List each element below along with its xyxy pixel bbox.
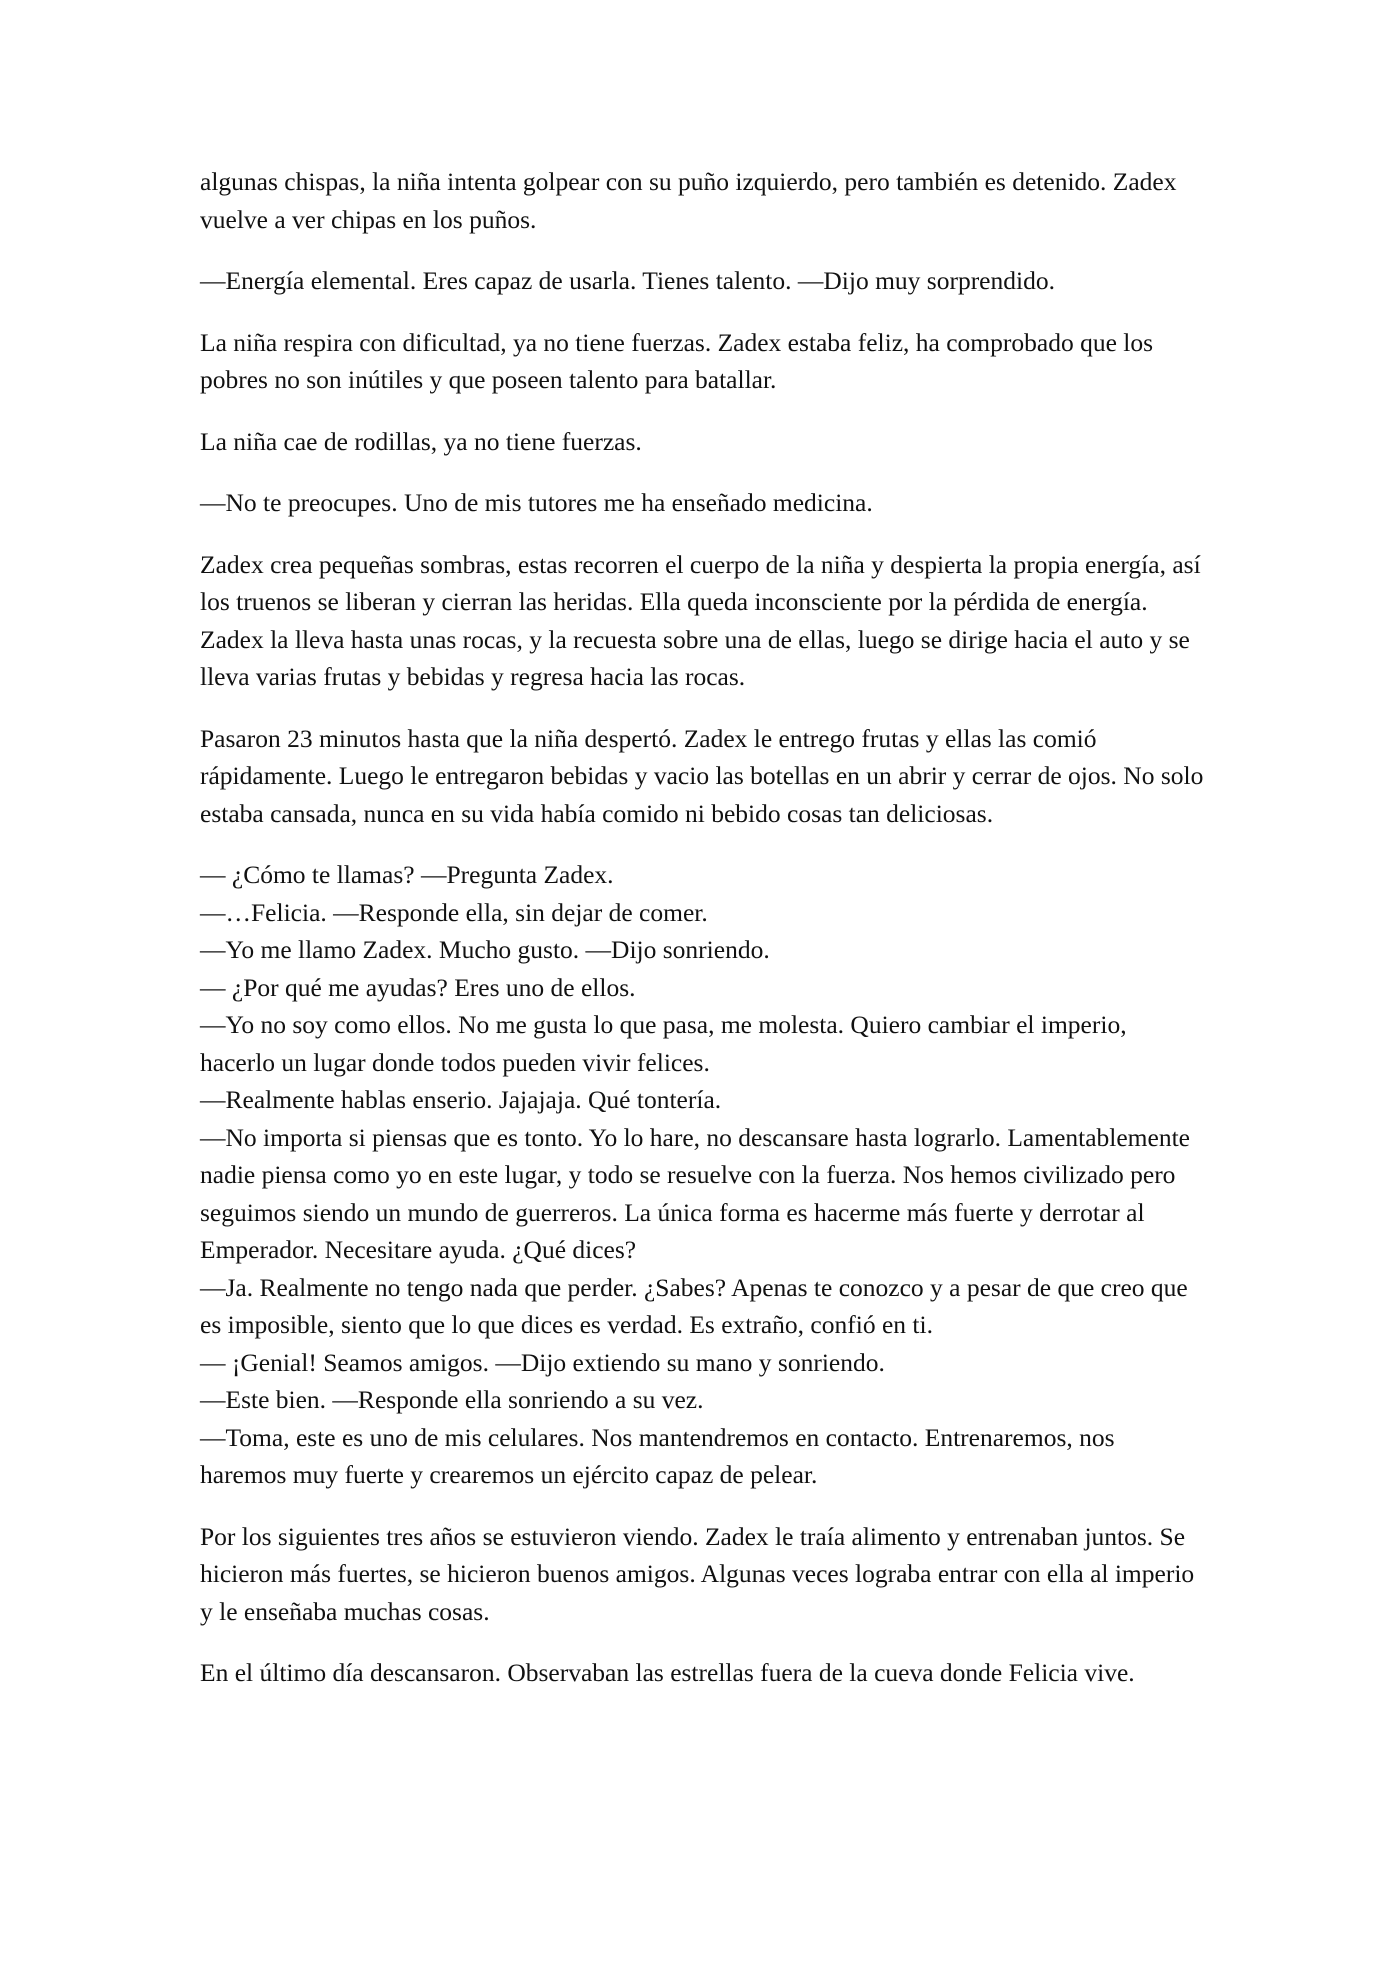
dialogue-line: — ¿Cómo te llamas? —Pregunta Zadex. <box>200 860 614 889</box>
dialogue-line: —Ja. Realmente no tengo nada que perder. ¿Sabes? Apenas te conozco y a pesar de que creo que es imposible, siento que lo que dices es verdad. Es extraño, confió en ti. <box>200 1272 1188 1339</box>
paragraph: algunas chispas, la niña intenta golpear con su puño izquierdo, pero también es detenido. Zadex vuelve a ver chipas en los puños. <box>200 167 1177 234</box>
dialogue-line: —Yo me llamo Zadex. Mucho gusto. —Dijo sonriendo. <box>200 935 770 964</box>
paragraph: Por los siguientes tres años se estuvieron viendo. Zadex le traía alimento y entrenaban juntos. Se hicieron más fuertes, se hicieron buenos amigos. Algunas veces lograba entrar con ella al imperio y le enseñaba muchas cosas. <box>200 1521 1195 1626</box>
dialogue-line: —…Felicia. —Responde ella, sin dejar de comer. <box>200 897 708 927</box>
paragraph: Pasaron 23 minutos hasta que la niña despertó. Zadex le entrego frutas y ellas las comió rápidamente. Luego le entregaron bebidas y vacio las botellas en un abrir y cerrar de ojos. No solo estaba cansada, nunca en su vida había comido ni bebido cosas tan deliciosas. <box>200 723 1204 828</box>
dialogue-line: — ¿Por qué me ayudas? Eres uno de ellos. <box>200 972 636 1002</box>
dialogue-line: —Realmente hablas enserio. Jajajaja. Qué tontería. <box>200 1085 722 1114</box>
paragraph: Zadex crea pequeñas sombras, estas recorren el cuerpo de la niña y despierta la propia energía, así los truenos se liberan y cierran las heridas. Ella queda inconsciente por la pérdida de energía. Zadex la lleva hasta unas rocas, y la recuesta sobre una de ellas, luego se dirige hacia el auto y se lleva varias frutas y bebidas y regresa hacia las rocas. <box>200 549 1201 691</box>
dialogue-line: —Toma, este es uno de mis celulares. Nos mantendremos en contacto. Entrenaremos, nos haremos muy fuerte y crearemos un ejército capaz de pelear. <box>200 1422 1115 1489</box>
paragraph: La niña cae de rodillas, ya no tiene fuerzas. <box>200 426 642 456</box>
paragraph: En el último día descansaron. Observaban las estrellas fuera de la cueva donde Felicia vive. <box>200 1658 1135 1687</box>
dialogue-line: — ¡Genial! Seamos amigos. —Dijo extiendo su mano y sonriendo. <box>200 1347 885 1377</box>
paragraph: —No te preocupes. Uno de mis tutores me ha enseñado medicina. <box>200 488 873 517</box>
dialogue-line: —No importa si piensas que es tonto. Yo lo hare, no descansare hasta lograrlo. Lamentablemente nadie piensa como yo en este lugar, y todo se resuelve con la fuerza. Nos hemos civilizado pero seguimos siendo un mundo de guerreros. La única forma es hacerme más fuerte y derrotar al Emperador. Necesitare ayuda. ¿Qué dices? <box>200 1122 1190 1264</box>
paragraph: La niña respira con dificultad, ya no tiene fuerzas. Zadex estaba feliz, ha comprobado que los pobres no son inútiles y que poseen talento para batallar. <box>200 327 1154 394</box>
dialogue-block <box>200 856 1205 1494</box>
dialogue-line: —Yo no soy como ellos. No me gusta lo que pasa, me molesta. Quiero cambiar el imperio, hacerlo un lugar donde todos pueden vivir felices. <box>200 1010 1127 1077</box>
document-page <box>200 163 1205 1716</box>
dialogue-line: —Este bien. —Responde ella sonriendo a su vez. <box>200 1385 704 1414</box>
paragraph: —Energía elemental. Eres capaz de usarla. Tienes talento. —Dijo muy sorprendido. <box>200 266 1055 295</box>
